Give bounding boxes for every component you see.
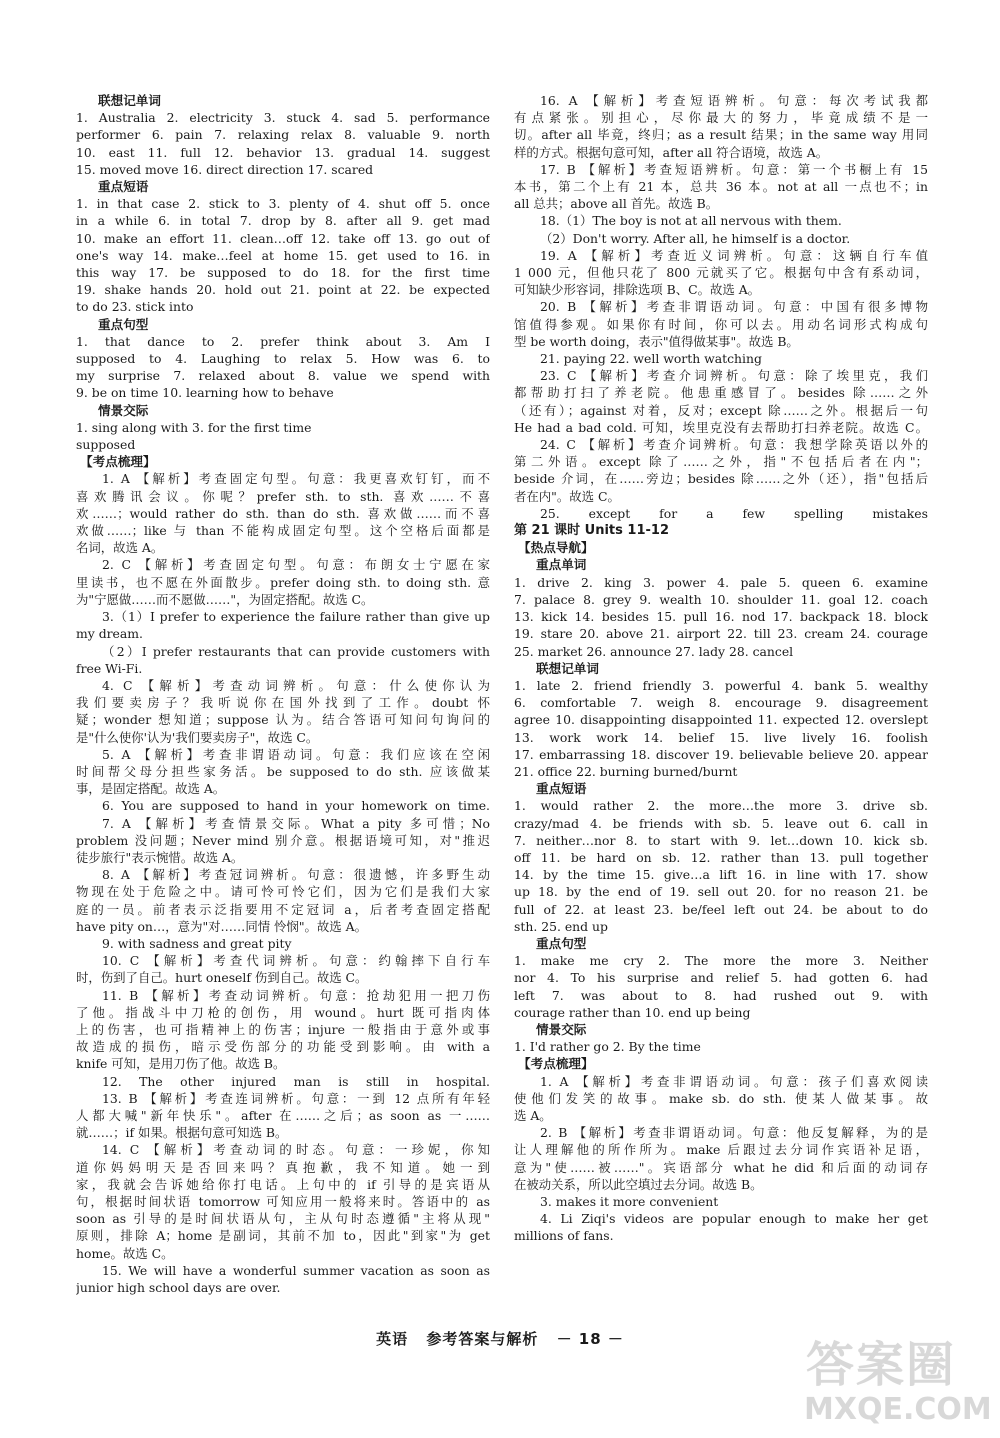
text-line: 我们要卖房子？我听说你在国外找到了工作。doubt 怀: [76, 695, 490, 711]
footer-subject: 英语: [376, 1330, 409, 1348]
text-line: my dream.: [76, 626, 143, 642]
text-line: 在被动关系，所以此空填过去分词。故选 B。: [514, 1176, 763, 1192]
section-heading: 第 21 课时 Units 11-12: [514, 523, 669, 539]
text-line: 8. A 【解析】考查冠词辨析。句意：很遗憾，许多野生动: [102, 867, 490, 883]
text-line: 24. C 【解析】考查介词辨析。句意：我想学除英语以外的: [540, 437, 928, 453]
text-line: 徒步旅行"表示惋惜。故选 A。: [76, 849, 244, 865]
text-line: in a while 6. in total 7. drop by 8. after all 9. get mad: [76, 213, 490, 229]
text-line: nor 4. To his surprise and relief 5. had gotten 6. had: [514, 970, 928, 986]
right-column: [514, 92, 928, 1245]
text-line: 7. neither…nor 8. to start with 9. let…down 10. kick sb.: [514, 832, 928, 848]
section-heading: 情景交际: [536, 1021, 587, 1037]
section-heading: 重点短语: [536, 781, 587, 797]
text-line: all 总共；above all 首先。故选 B。: [514, 196, 719, 212]
text-line: 时，伤到了自己。hurt oneself 伤到自己。故选 C。: [76, 970, 368, 986]
text-line: 23. C 【解析】考查介词辨析。句意：除了埃里克，我们: [540, 368, 928, 384]
text-line: 4. Li Ziqi's videos are popular enough to make her get: [540, 1211, 928, 1227]
text-line: 15. We will have a wonderful summer vacation as soon as: [102, 1262, 490, 1278]
text-line: 样的方式。根据句意可知，after all 符合语境，故选 A。: [514, 144, 829, 160]
text-line: 就……；if 如果。根据句意可知选 B。: [76, 1125, 288, 1141]
text-line: to do 23. stick into: [76, 299, 194, 315]
text-line: 14. by the time 15. give…a lift 16. in line with 17. show: [514, 867, 928, 883]
text-line: 1. drive 2. king 3. power 4. pale 5. queen 6. examine: [514, 574, 928, 590]
text-line: 原则，排除 A；home 是副词，其前不加 to，因此"到家"为 get: [76, 1228, 490, 1244]
text-line: 第二外语。except 除了……之外，指"不包括后者在内"；: [514, 454, 928, 470]
text-line: 1. A 【解析】考查非谓语动词。句意：孩子们喜欢阅读: [540, 1073, 928, 1089]
text-line: 15. moved move 16. direct direction 17. scared: [76, 161, 374, 177]
text-line: 12. The other injured man is still in hospital.: [102, 1073, 490, 1089]
text-line: millions of fans.: [514, 1228, 614, 1244]
text-line: 欢……；would rather do sth. than do sth. 喜欢做……而不喜: [76, 505, 490, 521]
text-line: free Wi-Fi.: [76, 660, 143, 676]
text-line: 1. Australia 2. electricity 3. stuck 4. sad 5. performance: [76, 110, 490, 126]
watermark-text: 答案圈: [806, 1337, 957, 1393]
text-line: 让人理解他的所作所为。make 后跟过去分词作宾语补足语，: [514, 1142, 928, 1158]
text-line: 1. I'd rather go 2. By the time: [514, 1039, 701, 1055]
text-line: knife 可知，是用刀伤了他。故选 B。: [76, 1056, 286, 1072]
text-line: 切。after all 毕竟，终归；as a result 结果；in the same way 用同: [514, 127, 928, 143]
text-line: have pity on…，意为"对……同情 怜悯"。故选 A。: [76, 918, 367, 934]
text-line: 7. A 【解析】考查情景交际。What a pity 多可惜；No: [102, 815, 490, 831]
text-line: 10. C 【解析】考查代词辨析。句意：约翰摔下自行车: [102, 953, 490, 969]
text-line: 可知缺少形容词，排除选项 B、C。故选 A。: [514, 282, 761, 298]
section-heading: 【考点梳理】: [80, 454, 156, 470]
text-line: 14. C 【解析】考查动词的时态。句意：一珍妮，你知: [102, 1142, 490, 1158]
text-line: 故造成的损伤，暗示受伤部分的功能受到影响。由 with a: [76, 1039, 490, 1055]
text-line: one's way 14. make…feel at home 15. get used to 16. in: [76, 247, 490, 263]
text-line: agree 10. disappointing disappointed 11. expected 12. overslept: [514, 712, 928, 728]
text-line: 21. office 22. burning burned/burnt: [514, 763, 738, 779]
text-line: 2. C 【解析】考查固定句型。句意：布朗女士宁愿在家: [102, 557, 490, 573]
text-line: 19. stare 20. above 21. airport 22. till 23. cream 24. courage: [514, 626, 928, 642]
page-number: － 18 －: [556, 1330, 624, 1348]
text-line: 13. work work 14. belief 15. live lively 16. foolish: [514, 729, 928, 745]
text-line: 家，我就会告诉她给你打电话。上句中的 if 引导的是宾语从: [76, 1176, 490, 1192]
text-line: up 18. by the end of 19. sell out 20. for no reason 21. be: [514, 884, 928, 900]
text-line: 者在内"。故选 C。: [514, 488, 620, 504]
watermark-logo: [786, 1326, 992, 1434]
text-line: 名词，故选 A。: [76, 540, 164, 556]
text-line: 19. shake hands 20. hold out 21. point at 22. be expected: [76, 282, 490, 298]
text-line: crazy/mad 4. be friends with sb. 5. leave out 6. call in: [514, 815, 928, 831]
text-line: He had a bad cold. 可知，埃里克没有去帮助打扫养老院。故选 C。: [514, 419, 928, 435]
text-line: 3.（1）I prefer to experience the failure rather than give up: [102, 609, 490, 625]
text-line: 10. make an effort 11. clean…off 12. take off 13. go out of: [76, 230, 490, 246]
text-line: 5. A 【解析】考查非谓语动词。句意：我们应该在空闲: [102, 746, 490, 762]
text-line: 25. except for a few spelling mistakes: [540, 505, 928, 521]
text-line: sth. 25. end up: [514, 918, 608, 934]
text-line: problem 没问题；Never mind 别介意。根据语境可知，对"推迟: [76, 832, 490, 848]
text-line: （2）Don't worry. After all, he himself is a doctor.: [540, 230, 851, 246]
section-heading: 【考点梳理】: [518, 1056, 594, 1072]
text-line: 意为"使……被……"。宾语部分 what he did 和后面的动词存: [514, 1159, 928, 1175]
text-line: junior high school days are over.: [76, 1280, 281, 1296]
text-line: 时间帮父母分担些家务活。be supposed to do sth. 应该做某: [76, 763, 490, 779]
section-heading: 联想记单词: [98, 93, 161, 108]
text-line: 了他。指战斗中刀枪的创伤，用 wound。hurt 既可指肉体: [76, 1004, 490, 1020]
section-heading: 联想记单词: [536, 660, 599, 676]
text-line: 1 000 元，但他只花了 800 元就买了它。根据句中含有系动词，: [514, 265, 928, 281]
text-line: 1. in that case 2. stick to 3. plenty of 4. shut off 5. once: [76, 196, 490, 212]
watermark-url: MXQE.COM: [804, 1392, 992, 1427]
text-line: 疑；wonder 想知道；suppose 认为。结合答语可知问句询问的: [76, 712, 490, 728]
section-heading: 重点短语: [98, 179, 149, 195]
section-heading: 重点句型: [536, 935, 587, 951]
text-line: 是"什么使你'认为'我们要卖房子"，故选 C。: [76, 729, 319, 745]
text-line: 为"宁愿做……而不愿做……"，为固定搭配。故选 C。: [76, 591, 374, 607]
section-heading: 重点句型: [98, 316, 149, 332]
text-line: 16. A 【解析】考查短语辨析。句意：每次考试我都: [540, 93, 928, 108]
text-line: 型 be worth doing，表示"值得做某事"。故选 B。: [514, 333, 799, 349]
text-line: 17. B 【解析】考查短语辨析。句意：第一个书橱上有 15: [540, 161, 928, 177]
text-line: 25. market 26. announce 27. lady 28. cancel: [514, 643, 794, 659]
section-heading: 情景交际: [98, 402, 149, 418]
text-line: 选 A。: [514, 1107, 552, 1123]
text-line: off 11. be hard on sb. 12. rather than 13. pull together: [514, 849, 928, 865]
section-heading: 【热点导航】: [518, 540, 594, 556]
text-line: 13. kick 14. besides 15. pull 16. nod 17. backpack 18. block: [514, 609, 928, 625]
text-line: 使他们发笑的故事。make sb. do sth. 使某人做某事。故: [514, 1090, 928, 1106]
text-line: 18.（1）The boy is not at all nervous with them.: [540, 213, 842, 229]
left-column: [76, 92, 490, 1296]
text-line: supposed to 4. Laughing to relax 5. How was 6. to: [76, 351, 490, 367]
text-line: 人都大喊"新年快乐"。after 在……之后；as soon as 一……: [76, 1107, 490, 1123]
text-line: 6. You are supposed to hand in your homework on time.: [102, 798, 490, 814]
text-line: 21. paying 22. well worth watching: [540, 351, 762, 367]
text-line: soon as 引导的是时间状语从句，主从句时态遵循"主将从现": [76, 1211, 490, 1227]
text-line: 本书，第二个上有 21 本，总共 36 本。not at all 一点也不；in: [514, 179, 928, 195]
text-line: 上的伤害，也可指精神上的伤害；injure 一般指由于意外或事: [76, 1021, 490, 1037]
text-line: 都帮助打扫了养老院。他患重感冒了。besides 除……之外: [514, 385, 928, 401]
text-line: 7. palace 8. grey 9. wealth 10. shoulder 11. goal 12. coach: [514, 591, 928, 607]
text-line: 1. make me cry 2. The more the more 3. Neither: [514, 953, 928, 969]
text-line: my surprise 7. relaxed about 8. value we spend with: [76, 368, 490, 384]
text-line: supposed: [76, 437, 136, 453]
text-line: performer 6. pain 7. relaxing relax 8. valuable 9. north: [76, 127, 490, 143]
text-line: 1. A 【解析】考查固定句型。句意：我更喜欢钉钉，而不: [102, 471, 490, 487]
text-line: 4. C 【解析】考查动词辨析。句意：什么使你认为: [102, 677, 490, 693]
text-line: 20. B 【解析】考查非谓语动词。句意：中国有很多博物: [540, 299, 928, 315]
text-line: 1. that dance to 2. prefer think about 3. Am I: [76, 333, 490, 349]
text-line: home。故选 C。: [76, 1245, 174, 1261]
text-line: 10. east 11. full 12. behavior 13. gradual 14. suggest: [76, 144, 490, 160]
text-line: 6. comfortable 7. weigh 8. encourage 9. disagreement: [514, 695, 928, 711]
footer-title: 参考答案与解析: [426, 1330, 539, 1348]
text-line: 17. embarrassing 18. discover 19. believable believe 20. appear: [514, 746, 928, 762]
text-line: （还有）；against 对着，反对；except 除……之外。根据后一句: [514, 402, 928, 418]
text-line: 11. B 【解析】考查动词辨析。句意：抢劫犯用一把刀伤: [102, 987, 490, 1003]
text-line: this way 17. be supposed to do 18. for the first time: [76, 265, 490, 281]
section-heading: 重点单词: [536, 557, 587, 573]
text-line: 里读书，也不愿在外面散步。prefer doing sth. to doing sth. 意: [76, 574, 490, 590]
text-line: 欢做……；like 与 than 不能构成固定句型。这个空格后面都是: [76, 523, 490, 539]
text-line: full of 22. at least 23. be/feel left out 24. be about to do: [514, 901, 928, 917]
text-line: courage rather than 10. end up being: [514, 1004, 751, 1020]
text-line: 3. makes it more convenient: [540, 1194, 719, 1209]
text-line: 事，是固定搭配。故选 A。: [76, 781, 226, 797]
text-line: 9. be on time 10. learning how to behave: [76, 385, 334, 401]
text-line: 句，根据时间状语 tomorrow 可知应用一般将来时。答语中的 as: [76, 1194, 490, 1209]
text-line: 1. sing along with 3. for the first time: [76, 419, 312, 435]
text-line: 9. with sadness and great pity: [102, 935, 292, 951]
text-line: 1. late 2. friend friendly 3. powerful 4. bank 5. wealthy: [514, 677, 928, 693]
text-line: 喜欢腾讯会议。你呢？prefer sth. to sth. 喜欢……不喜: [76, 488, 490, 504]
text-line: 道你妈妈明天是否回来吗？真抱歉，我不知道。她一到: [76, 1159, 490, 1175]
text-line: 19. A 【解析】考查近义词辨析。句意：这辆自行车值: [540, 247, 928, 263]
text-line: 馆值得参观。如果你有时间，你可以去。用动名词形式构成句: [514, 316, 928, 332]
text-line: beside 介词，在……旁边；besides 除……之外（还），指"包括后: [514, 471, 928, 487]
text-line: 有点紧张。别担心，尽你最大的努力，毕竟成绩不是一: [514, 110, 928, 126]
text-line: left 7. was about to 8. had rushed out 9. with: [514, 987, 928, 1003]
text-line: 13. B 【解析】考查连词辨析。句意：一到 12 点所有年轻: [102, 1090, 490, 1106]
answer-page: [72, 92, 928, 1322]
text-line: 庭的一员。前者表示泛指要用不定冠词 a，后者考查固定搭配: [76, 901, 490, 917]
text-line: （2）I prefer restaurants that can provide customers with: [102, 643, 490, 659]
text-line: 1. would rather 2. the more…the more 3. drive sb.: [514, 798, 928, 814]
text-line: 物现在处于危险之中。请可怜可怜它们，因为它们是我们大家: [76, 884, 490, 900]
text-line: 2. B 【解析】考查非谓语动词。句意：他反复解释，为的是: [540, 1125, 928, 1141]
